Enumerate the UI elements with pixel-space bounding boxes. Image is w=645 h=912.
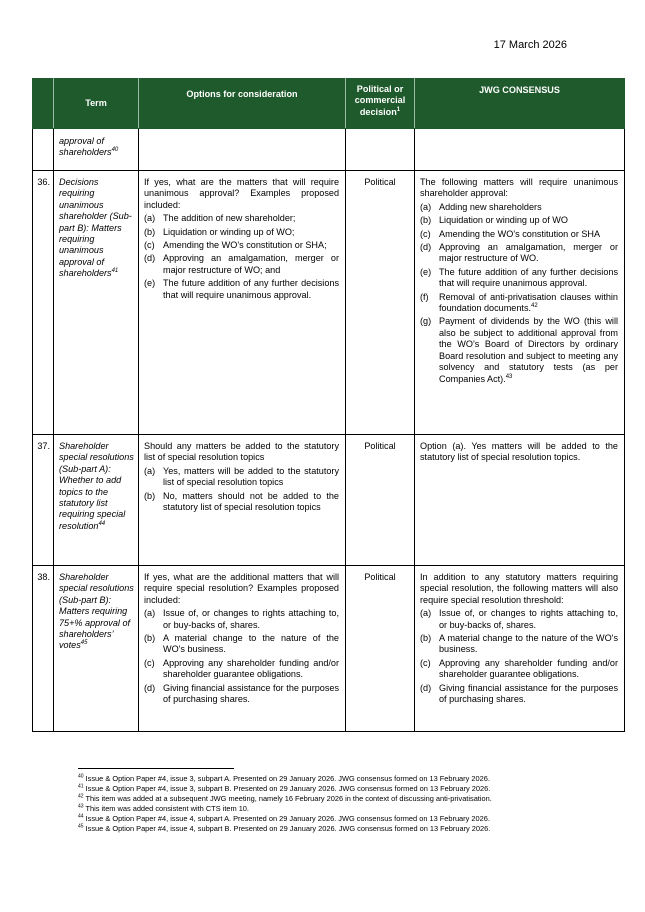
item-label: (c)	[144, 657, 155, 668]
list-item	[420, 658, 618, 681]
jwg-consensus-cell: Option (a). Yes matters will be added to the statutory list of special resolution topics.	[415, 435, 625, 566]
item-label: (c)	[144, 240, 155, 251]
item-label: (c)	[420, 228, 431, 239]
item-text: The future addition of any further decisions that will require unanimous approval.	[439, 266, 618, 289]
options-cell: If yes, what are the additional matters that will require special resolution? Examples proposed included: (a) Issue of, or changes to rights attaching to, or buy-backs of, shares. (b) A material change to the nature of the WO's business. (c) Approving any shareholder funding and/or shareholder guarantee obligations. (d) Giving financial assistance for the purposes of purchasing shares.	[139, 566, 346, 732]
consensus-list	[420, 608, 618, 705]
jwg-consensus-cell: In addition to any statutory matters requiring special resolution, the following matters will also require special resolution threshold: (a) Issue of, or changes to rights attaching to, or buy-backs of, shares. (b) A material change to the nature of the WO's business. (c) Approving any shareholder funding and/or shareholder guarantee obligations. (d) Giving financial assistance for the purposes of purchasing shares.	[415, 566, 625, 732]
item-label: (b)	[144, 490, 156, 501]
list-item	[420, 242, 618, 265]
list-item	[144, 278, 339, 301]
item-text: Giving financial assistance for the purposes of purchasing shares.	[163, 682, 339, 705]
document-date: 17 March 2026	[493, 39, 567, 51]
options-list	[144, 213, 339, 301]
item-text: Giving financial assistance for the purposes of purchasing shares.	[439, 682, 618, 705]
list-item	[420, 229, 618, 240]
list-item	[420, 683, 618, 706]
list-item	[420, 292, 618, 315]
list-item	[144, 253, 339, 276]
item-label: (d)	[420, 682, 432, 693]
row-number: 37.	[33, 435, 54, 566]
item-text: Approving an amalgamation, merger or major restructure of WO; and	[163, 253, 339, 275]
table-row	[33, 171, 625, 435]
options-cell: Should any matters be added to the statutory list of special resolution topics (a) Yes, matters will be added to the statutory list of special resolution topics (b) No, matters should not be added to the statutory list of special resolution topics	[139, 435, 346, 566]
list-item	[420, 202, 618, 213]
list-item	[144, 213, 339, 224]
item-label: (a)	[144, 213, 156, 224]
item-text: Liquidation or winding up of WO	[439, 215, 568, 226]
footnote: $^{42}$ This item was added at a subsequent JWG meeting, namely 16 February 2026 in the context of discussing anti-privatisation.	[78, 793, 492, 804]
row-number: 38.	[33, 566, 54, 732]
header-number	[33, 79, 54, 129]
item-label: (c)	[420, 657, 431, 668]
item-label: (b)	[144, 226, 156, 237]
footnote: $^{41}$ Issue & Option Paper #4, issue 3, subpart B. Presented on 29 January 2026. JWG consensus formed on 13 February 2026.	[78, 783, 491, 794]
item-label: (a)	[144, 465, 156, 476]
options-cell: If yes, what are the matters that will require unanimous approval? Examples proposed included: (a) The addition of new shareholder; (b) Liquidation or winding up of WO; (c) Amending the WO’s constitution or SHA; (d) Approving an amalgamation, merger or major restructure of WO; and (e) The future addition of any further decisions that will require unanimous approval.	[139, 171, 346, 435]
decision-type: Political	[346, 171, 415, 435]
term-cell: approval of shareholders$^{40}$	[54, 129, 139, 171]
footnote-ref: 43	[505, 373, 513, 380]
consensus-list	[420, 202, 618, 385]
item-text: The addition of new shareholder;	[163, 213, 296, 224]
table-row	[33, 435, 625, 566]
list-item	[144, 491, 339, 514]
list-item	[420, 316, 618, 384]
item-text: Liquidation or winding up of WO;	[163, 226, 295, 237]
item-label: (a)	[420, 201, 432, 212]
list-item	[420, 215, 618, 226]
item-label: (d)	[144, 253, 156, 264]
item-label: (d)	[420, 242, 432, 253]
list-item	[420, 267, 618, 290]
header-political: Political or commercial decision$^1$	[346, 79, 415, 129]
list-item	[144, 227, 339, 238]
item-text: Amending the WO’s constitution or SHA;	[163, 240, 327, 251]
item-text: Yes, matters will be added to the statutory list of special resolution topics	[163, 465, 339, 488]
list-item	[420, 633, 618, 656]
item-text: Removal of anti-privatisation clauses within foundation documents.$^{42}$	[439, 291, 618, 314]
item-text: A material change to the nature of the WO's business.	[163, 633, 339, 655]
decision-type: Political	[346, 435, 415, 566]
options-list	[144, 608, 339, 705]
item-text: Issue of, or changes to rights attaching to, or buy-backs of, shares.	[439, 608, 618, 630]
footnote: $^{44}$ Issue & Option Paper #4, issue 4, subpart A. Presented on 29 January 2026. JWG consensus formed on 13 February 2026.	[78, 813, 490, 824]
item-label: (d)	[144, 682, 156, 693]
item-label: (a)	[420, 608, 432, 619]
item-text: Adding new shareholders	[439, 201, 542, 212]
term-cell: Shareholder special resolutions (Sub-part A): Whether to add topics to the statutory list requiring special resolution$^{44}$	[54, 435, 139, 566]
list-item	[144, 633, 339, 656]
list-item	[144, 683, 339, 706]
item-text: The future addition of any further decisions that will require unanimous approval.	[163, 278, 339, 300]
list-item	[420, 608, 618, 631]
footnotes	[78, 774, 598, 835]
row-number: 36.	[33, 171, 54, 435]
item-text: Amending the WO’s constitution or SHA	[439, 228, 601, 239]
item-text: Approving an amalgamation, merger or major restructure of WO.	[439, 242, 618, 264]
decision-type: Political	[346, 566, 415, 732]
item-text: Approving any shareholder funding and/or shareholder guarantee obligations.	[163, 657, 339, 680]
item-text: A material change to the nature of the WO's business.	[439, 633, 618, 655]
item-label: (b)	[144, 633, 156, 644]
options-list	[144, 466, 339, 514]
term-cell: Shareholder special resolutions (Sub-part B): Matters requiring 75+% approval of shareholders’ votes$^{45}$	[54, 566, 139, 732]
item-text: No, matters should not be added to the statutory list of special resolution topics	[163, 490, 339, 513]
footnote: $^{43}$ This item was added consistent with CTS item 10.	[78, 803, 249, 814]
footnote: $^{45}$ Issue & Option Paper #4, issue 4, subpart B. Presented on 29 January 2026. JWG consensus formed on 13 February 2026.	[78, 824, 491, 834]
header-term: Term	[54, 79, 139, 129]
item-text: Approving any shareholder funding and/or shareholder guarantee obligations.	[439, 657, 618, 680]
jwg-consensus-cell: The following matters will require unanimous shareholder approval: (a) Adding new shareholders (b) Liquidation or winding up of WO (c) Amending the WO’s constitution or SHA (d) Approving an amalgamation, merger or major restructure of WO. (e) The future addition of any further decisions that will require unanimous approval. (f) Removal of anti-privatisation clauses within foundation documents.$^{42}$ (g) Payment of dividends by the WO (this will also be subject to additional approval from the WO’s Board of Directors by ordinary Board resolution and subject to meeting any solvency and statutory tests (as per Companies Act).$^{43}$	[415, 171, 625, 435]
header-jwg-consensus: JWG CONSENSUS	[415, 79, 625, 129]
item-label: (f)	[420, 291, 429, 302]
header-options: Options for consideration	[139, 79, 346, 129]
list-item	[144, 240, 339, 251]
table-row	[33, 129, 625, 171]
list-item	[144, 466, 339, 489]
item-label: (e)	[144, 278, 156, 289]
list-item	[144, 658, 339, 681]
footnote: $^{40}$ Issue & Option Paper #4, issue 3, subpart A. Presented on 29 January 2026. JWG consensus formed on 13 February 2026.	[78, 773, 490, 783]
decisions-table	[32, 78, 625, 732]
list-item	[144, 608, 339, 631]
item-label: (g)	[420, 316, 432, 327]
item-text: Issue of, or changes to rights attaching to, or buy-backs of, shares.	[163, 608, 339, 630]
item-label: (a)	[144, 608, 156, 619]
term-cell: Decisions requiring unanimous shareholder (Sub-part B): Matters requiring unanimous approval of shareholders$^{41}$	[54, 171, 139, 435]
footnote-ref: 42	[531, 303, 538, 310]
item-text: Payment of dividends by the WO (this will also be subject to additional approval from the WO’s Board of Directors by ordinary Board resolution and subject to meeting any solvency and statutory tests (as per Companies Act).$^{43}$	[439, 316, 618, 384]
table-row	[33, 566, 625, 732]
item-label: (e)	[420, 266, 432, 277]
item-label: (b)	[420, 633, 432, 644]
item-label: (b)	[420, 215, 432, 226]
footnote-divider	[78, 768, 234, 769]
